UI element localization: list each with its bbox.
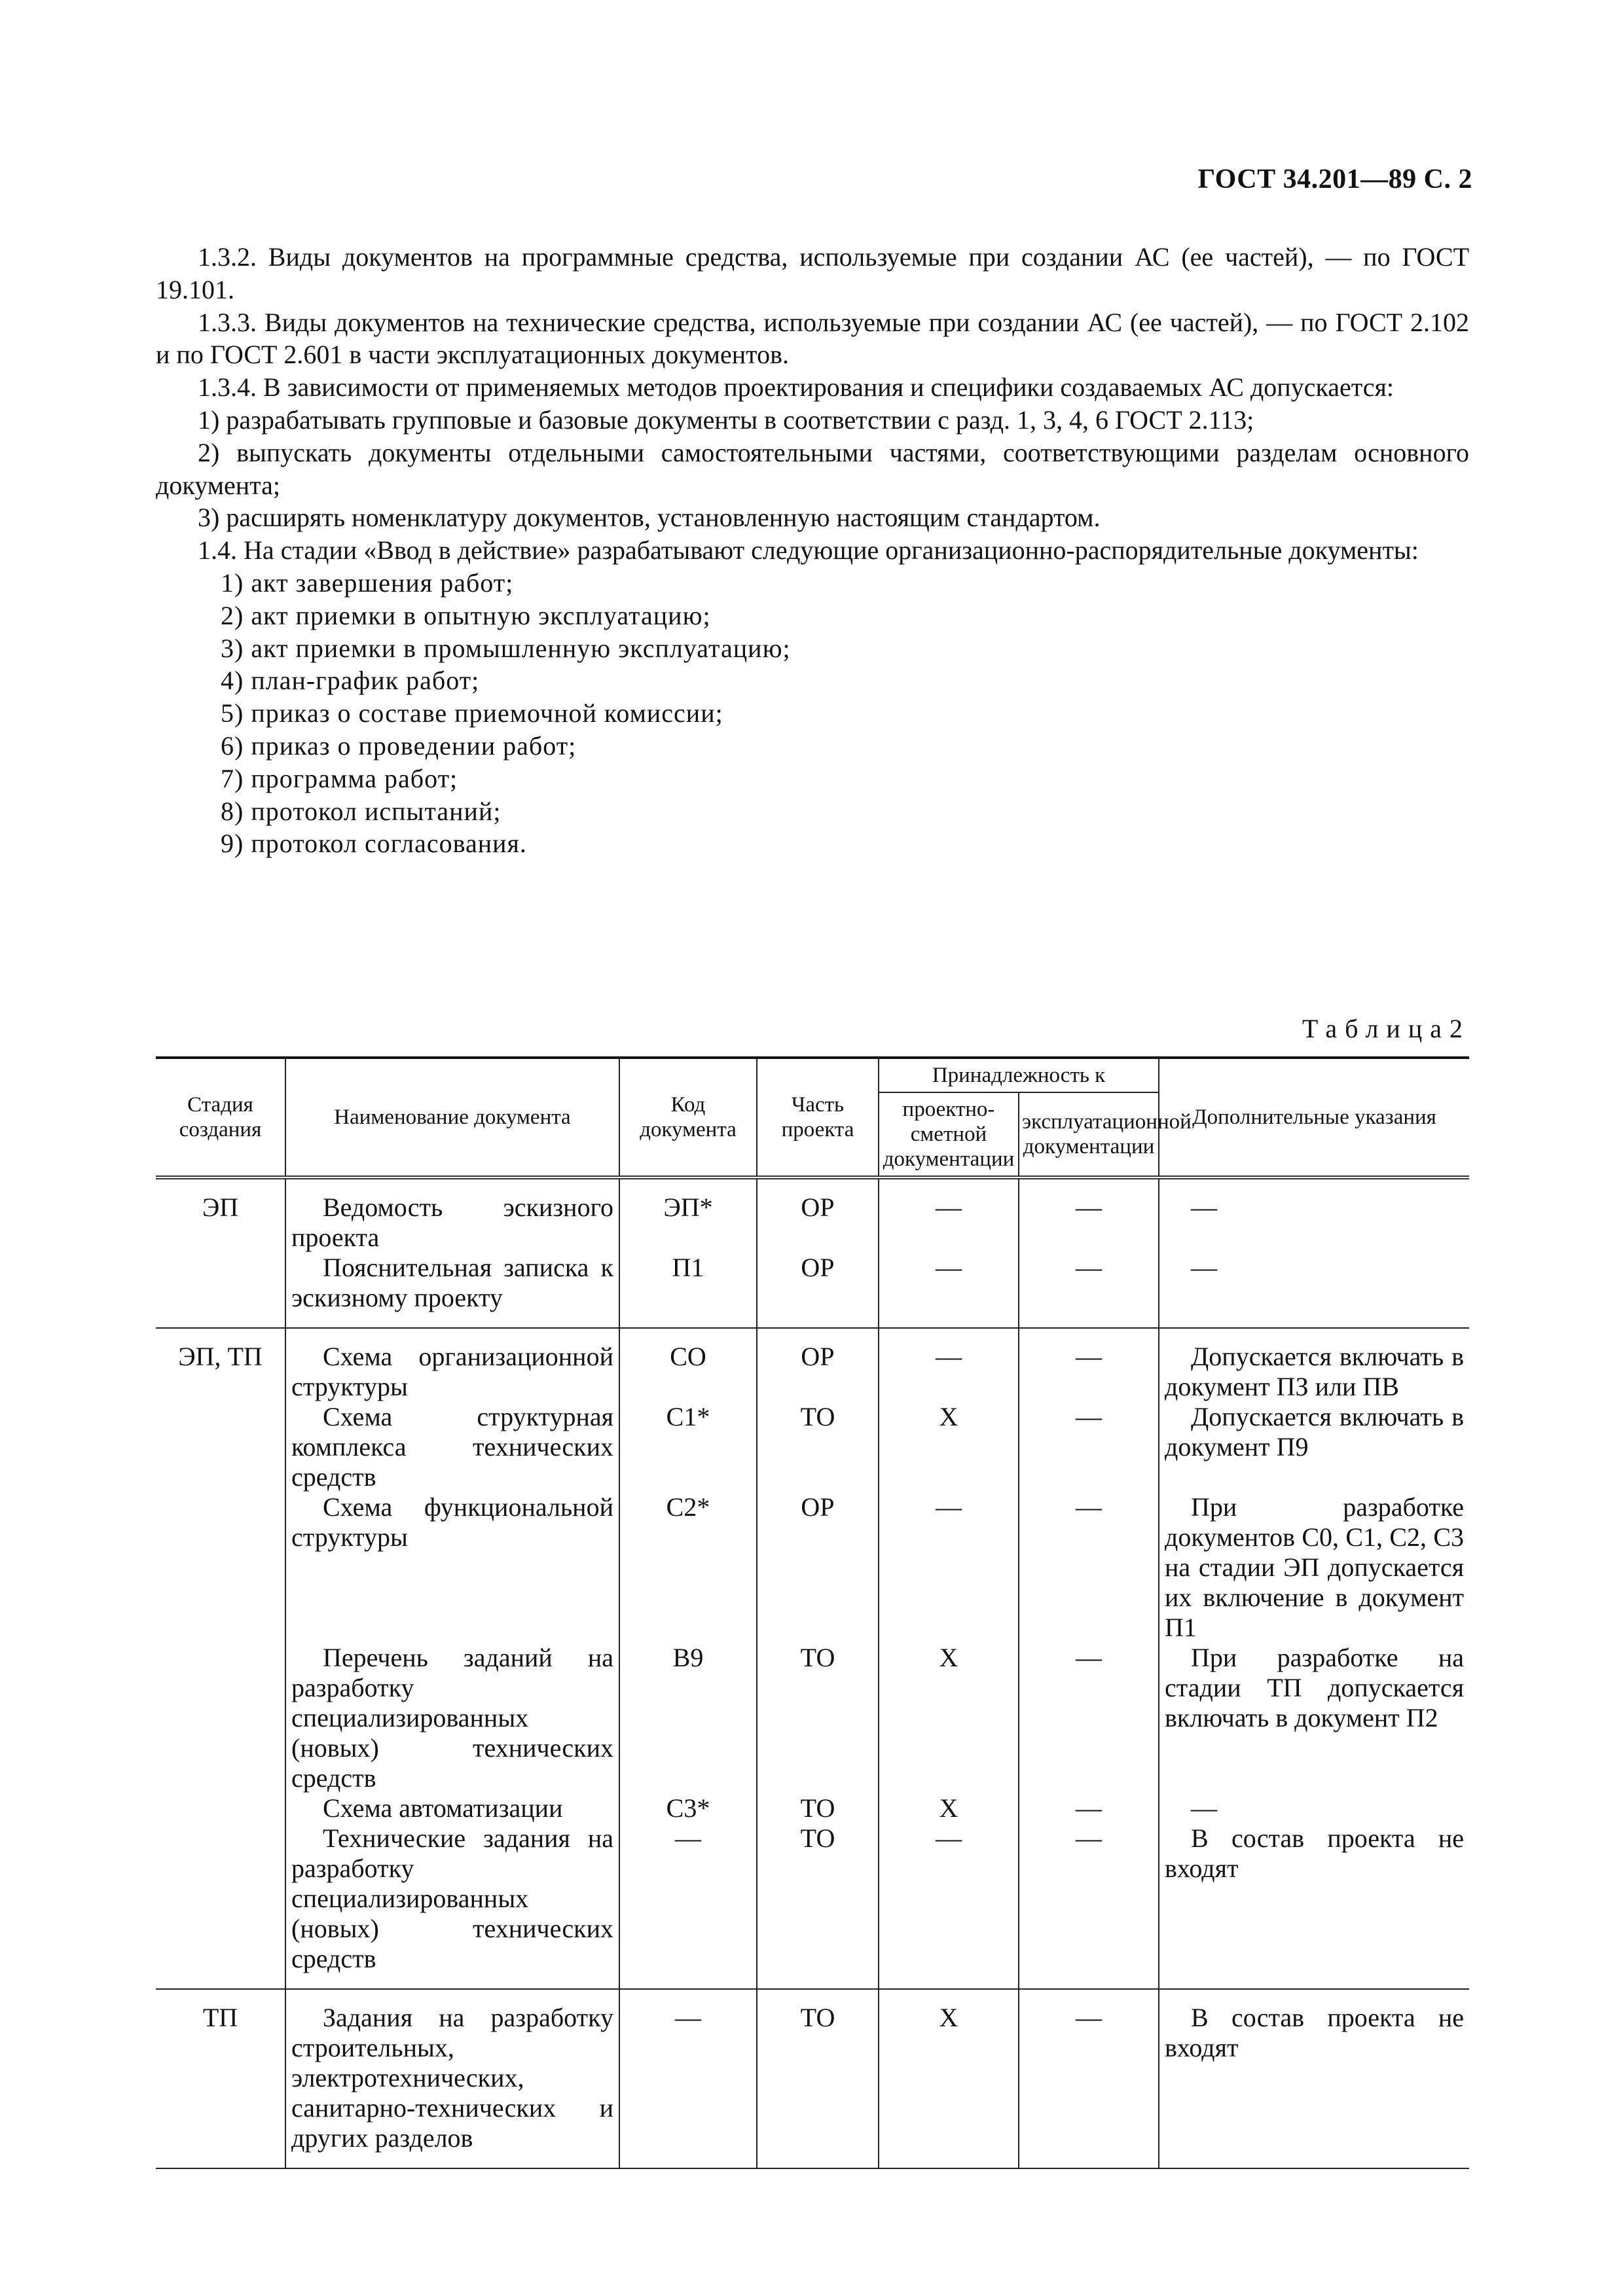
cell-operational: —	[1019, 1793, 1159, 1823]
list-item: 1) акт завершения работ;	[221, 567, 514, 598]
cell-name: Схема структурная комплекса технических средств	[285, 1402, 619, 1492]
cell-part: ОР	[757, 1328, 879, 1402]
header-name: Наименование документа	[285, 1058, 619, 1177]
header-code: Код документа	[619, 1058, 757, 1177]
cell-notes: —	[1159, 1253, 1469, 1328]
paragraph-item-3: 3) расширять номенклатуру документов, установленную настоящим стандартом.	[198, 503, 1101, 533]
cell-code: ЭП*	[619, 1177, 757, 1253]
list-item: 5) приказ о составе приемочной комиссии;	[221, 698, 723, 728]
list-item: 8) протокол испытаний;	[221, 796, 501, 826]
cell-code: С1*	[619, 1402, 757, 1492]
list-item: 7) программа работ;	[221, 763, 458, 793]
table-caption: Таблица2	[1302, 1014, 1470, 1043]
table-row	[156, 1253, 1469, 1328]
cell-estimate: Х	[879, 1402, 1019, 1492]
cell-part: ОР	[757, 1253, 879, 1328]
cell-name: Схема автоматизации	[285, 1793, 619, 1823]
cell-operational: —	[1019, 1177, 1159, 1253]
cell-estimate: Х	[879, 1793, 1019, 1823]
cell-estimate: —	[879, 1328, 1019, 1402]
cell-stage	[156, 1823, 285, 1989]
cell-name: Пояснительная записка к эскизному проекту	[285, 1253, 619, 1328]
cell-code: В9	[619, 1643, 757, 1793]
documents-table	[156, 1056, 1469, 2169]
header-operational: эксплуатационной документации	[1019, 1092, 1159, 1177]
table-row	[156, 1328, 1469, 1402]
cell-estimate: Х	[879, 1643, 1019, 1793]
cell-code: С3*	[619, 1793, 757, 1823]
table-row	[156, 1177, 1469, 1253]
header-notes: Дополнительные указания	[1159, 1058, 1469, 1177]
cell-operational: —	[1019, 1253, 1159, 1328]
cell-stage	[156, 1402, 285, 1492]
list-item: 2) акт приемки в опытную эксплуатацию;	[221, 600, 711, 630]
list-item: 3) акт приемки в промышленную эксплуатацию;	[221, 633, 791, 663]
paragraph-1-4: 1.4. На стадии «Ввод в действие» разрабатывают следующие организационно-распорядительные документы:	[198, 535, 1419, 565]
table-row	[156, 1643, 1469, 1793]
cell-operational: —	[1019, 1492, 1159, 1643]
cell-stage: ЭП, ТП	[156, 1328, 285, 1402]
cell-operational: —	[1019, 1823, 1159, 1989]
cell-name: Ведомость эскизного проекта	[285, 1177, 619, 1253]
cell-stage	[156, 1643, 285, 1793]
table-body	[156, 1177, 1469, 2168]
cell-stage	[156, 1793, 285, 1823]
cell-code: —	[619, 1989, 757, 2168]
cell-notes: В состав проекта не входят	[1159, 1823, 1469, 1989]
cell-part: ТО	[757, 1793, 879, 1823]
cell-part: ТО	[757, 1402, 879, 1492]
cell-notes: При разработке на стадии ТП допускается включать в документ П2	[1159, 1643, 1469, 1793]
table-row	[156, 1989, 1469, 2168]
table-row	[156, 1823, 1469, 1989]
header-belongs: Принадлежность к	[879, 1058, 1159, 1092]
cell-part: ТО	[757, 1989, 879, 2168]
cell-notes: В состав проекта не входят	[1159, 1989, 1469, 2168]
list-item: 9) протокол согласования.	[221, 829, 527, 859]
cell-code: СО	[619, 1328, 757, 1402]
cell-operational: —	[1019, 1402, 1159, 1492]
cell-stage: ТП	[156, 1989, 285, 2168]
paragraph-item-2: 2) выпускать документы отдельными самостоятельными частями, соответствующими разделам основного документа;	[156, 437, 1469, 500]
cell-estimate: —	[879, 1492, 1019, 1643]
cell-notes: Допускается включать в документ ПЗ или ПВ	[1159, 1328, 1469, 1402]
cell-name: Технические задания на разработку специализированных (новых) технических средств	[285, 1823, 619, 1989]
header-estimate: проектно-сметной документации	[879, 1092, 1019, 1177]
cell-estimate: —	[879, 1177, 1019, 1253]
table-row	[156, 1492, 1469, 1643]
cell-estimate: —	[879, 1823, 1019, 1989]
cell-stage	[156, 1253, 285, 1328]
table-row	[156, 1402, 1469, 1492]
cell-code: —	[619, 1823, 757, 1989]
cell-name: Задания на разработку строительных, электротехнических, санитарно-технических и других разделов	[285, 1989, 619, 2168]
cell-name: Схема организационной структуры	[285, 1328, 619, 1402]
cell-operational: —	[1019, 1328, 1159, 1402]
page-header: ГОСТ 34.201—89 С. 2	[1197, 164, 1472, 194]
cell-part: ОР	[757, 1177, 879, 1253]
list-item: 4) план-график работ;	[221, 666, 480, 696]
paragraph-1-3-3: 1.3.3. Виды документов на технические средства, используемые при создании АС (ее частей), — по ГОСТ 2.102 и по ГОСТ 2.601 в части эксплуатационных документов.	[156, 307, 1469, 370]
table-row	[156, 1793, 1469, 1823]
cell-notes: Допускается включать в документ П9	[1159, 1402, 1469, 1492]
paragraph-1-3-2: 1.3.2. Виды документов на программные средства, используемые при создании АС (ее частей), — по ГОСТ 19.101.	[156, 242, 1469, 304]
cell-code: С2*	[619, 1492, 757, 1643]
list-item: 6) приказ о проведении работ;	[221, 730, 577, 761]
cell-code: П1	[619, 1253, 757, 1328]
cell-part: ТО	[757, 1823, 879, 1989]
header-stage: Стадия создания	[156, 1058, 285, 1177]
cell-part: ТО	[757, 1643, 879, 1793]
body-text	[156, 241, 1469, 860]
cell-operational: —	[1019, 1643, 1159, 1793]
cell-estimate: Х	[879, 1989, 1019, 2168]
cell-stage: ЭП	[156, 1177, 285, 1253]
cell-notes: —	[1159, 1793, 1469, 1823]
paragraph-1-3-4: 1.3.4. В зависимости от применяемых методов проектирования и специфики создаваемых АС допускается:	[198, 372, 1395, 403]
header-part: Часть проекта	[757, 1058, 879, 1177]
cell-operational: —	[1019, 1989, 1159, 2168]
paragraph-item-1: 1) разрабатывать групповые и базовые документы в соответствии с разд. 1, 3, 4, 6 ГОСТ 2.113;	[198, 404, 1254, 435]
cell-name: Схема функциональной структуры	[285, 1492, 619, 1643]
cell-name: Перечень заданий на разработку специализированных (новых) технических средств	[285, 1643, 619, 1793]
cell-stage	[156, 1492, 285, 1643]
cell-part: ОР	[757, 1492, 879, 1643]
cell-estimate: —	[879, 1253, 1019, 1328]
cell-notes: —	[1159, 1177, 1469, 1253]
cell-notes: При разработке документов С0, С1, С2, С3 на стадии ЭП допускается их включение в документ П1	[1159, 1492, 1469, 1643]
